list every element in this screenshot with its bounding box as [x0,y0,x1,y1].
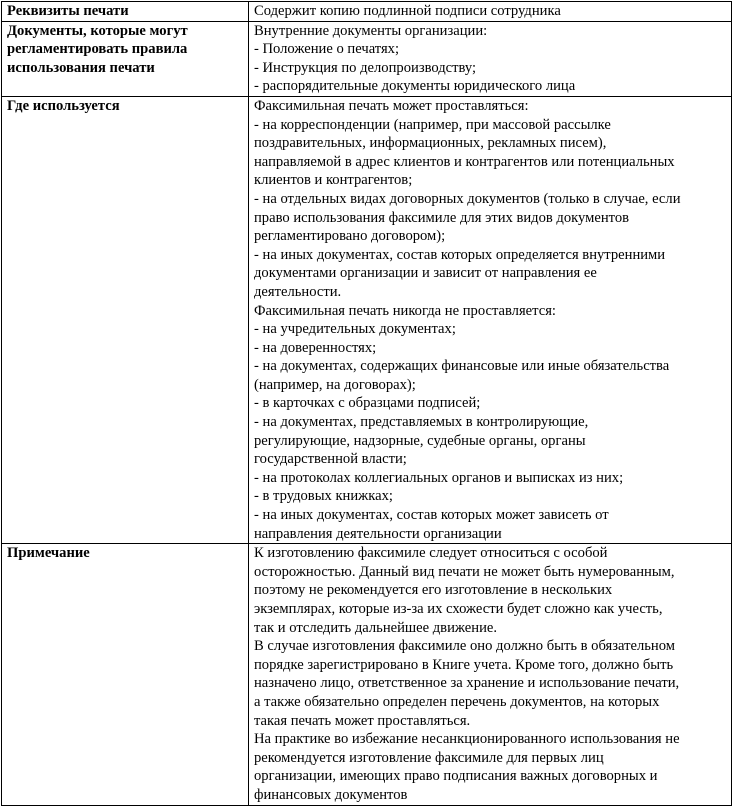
row-content-line: государственной власти; [254,451,407,468]
row-content-line: такая печать может проставляться. [254,712,471,729]
row-content-line: порядке зарегистрировано в Книге учета. Кроме того, должно быть [254,656,674,673]
row-content-line: экземплярах, которые из-за их схожести будет сложно как учесть, [254,601,663,617]
row-label-cell [2,21,249,96]
row-label-cell [2,96,249,543]
row-label-line: Примечание [7,545,90,562]
row-content-line: - на иных документах, состав которых может зависеть от [254,507,609,524]
row-content-line: деятельности. [254,283,342,300]
row-content-line: В случае изготовления факсимиле оно должно быть в обязательном [254,638,675,655]
row-content-line: финансовых документов [254,786,408,803]
table-row-regulating-documents [2,21,732,96]
row-content-line: Факсимильная печать никогда не проставляется: [254,302,556,319]
row-content-line: - в карточках с образцами подписей; [254,395,481,412]
row-content-line: - на доверенностях; [254,339,377,356]
row-content-cell [249,544,732,805]
row-content-line: поэтому не рекомендуется его изготовление в нескольких [254,582,613,599]
row-label-cell [2,544,249,805]
row-content-cell [249,2,732,22]
row-content-line: - Положение о печатях; [254,41,400,58]
row-content-line: так и отследить дальнейшее движение. [254,619,497,636]
row-content-line: На практике во избежание несанкционированного использования не [254,731,680,748]
row-content-line: Содержит копию подлинной подписи сотрудника [254,3,561,19]
row-content-line: направления деятельности организации [254,525,502,542]
row-label-line: регламентировать правила [7,41,188,58]
row-content-line: - на протоколах коллегиальных органов и выписках из них; [254,469,624,486]
row-content-line: а также обязательно определен перечень документов, на которых [254,693,660,710]
row-content-line: осторожностью. Данный вид печати не может быть нумерованным, [254,563,675,580]
row-content-line: - Инструкция по делопроизводству; [254,59,477,76]
row-content-line: - на иных документах, состав которых определяется внутренними [254,246,666,263]
table-row-where-used [2,96,732,543]
facsimile-stamp-table [1,1,732,806]
table-body [2,2,732,806]
row-label-line: Документы, которые могут [7,22,188,39]
row-content-line: - распорядительные документы юридического лица [254,78,576,95]
row-content-line: документами организации и зависит от направления ее [254,265,597,282]
row-content-line: - в трудовых книжках; [254,488,393,505]
row-content-line: направляемой в адрес клиентов и контрагентов или потенциальных [254,153,675,170]
table-row-note [2,544,732,805]
row-content-cell [249,21,732,96]
row-content-line: регулирующие, надзорные, судебные органы, органы [254,432,586,449]
row-content-cell [249,96,732,543]
row-content-line: - на документах, представляемых в контролирующие, [254,414,589,431]
row-label-cell [2,2,249,22]
row-content-line: клиентов и контрагентов; [254,172,413,189]
row-content-line: поздравительных, информационных, рекламных писем), [254,135,607,152]
row-label-line: Реквизиты печати [7,3,129,19]
table-row-requisites [2,2,732,22]
row-content-line: рекомендуется изготовление факсимиле для первых лиц [254,749,604,766]
row-content-line: - на корреспонденции (например, при массовой рассылке [254,116,611,133]
row-content-line: К изготовлению факсимиле следует относиться с особой [254,545,608,562]
row-content-line: назначено лицо, ответственное за хранение и использование печати, [254,675,680,692]
row-content-line: - на документах, содержащих финансовые или иные обязательства [254,358,670,375]
row-label-line: Где используется [7,97,120,114]
row-content-line: регламентировано договором); [254,228,446,245]
row-content-line: организации, имеющих право подписания важных договорных и [254,768,658,785]
row-content-line: Факсимильная печать может проставляться: [254,97,529,114]
row-content-line: право использования факсимиле для этих видов документов [254,209,630,226]
row-content-line: Внутренние документы организации: [254,22,488,39]
row-label-line: использования печати [7,59,155,76]
row-content-line: (например, на договорах); [254,376,416,393]
row-content-line: - на отдельных видах договорных документов (только в случае, если [254,190,681,207]
row-content-line: - на учредительных документах; [254,321,456,338]
